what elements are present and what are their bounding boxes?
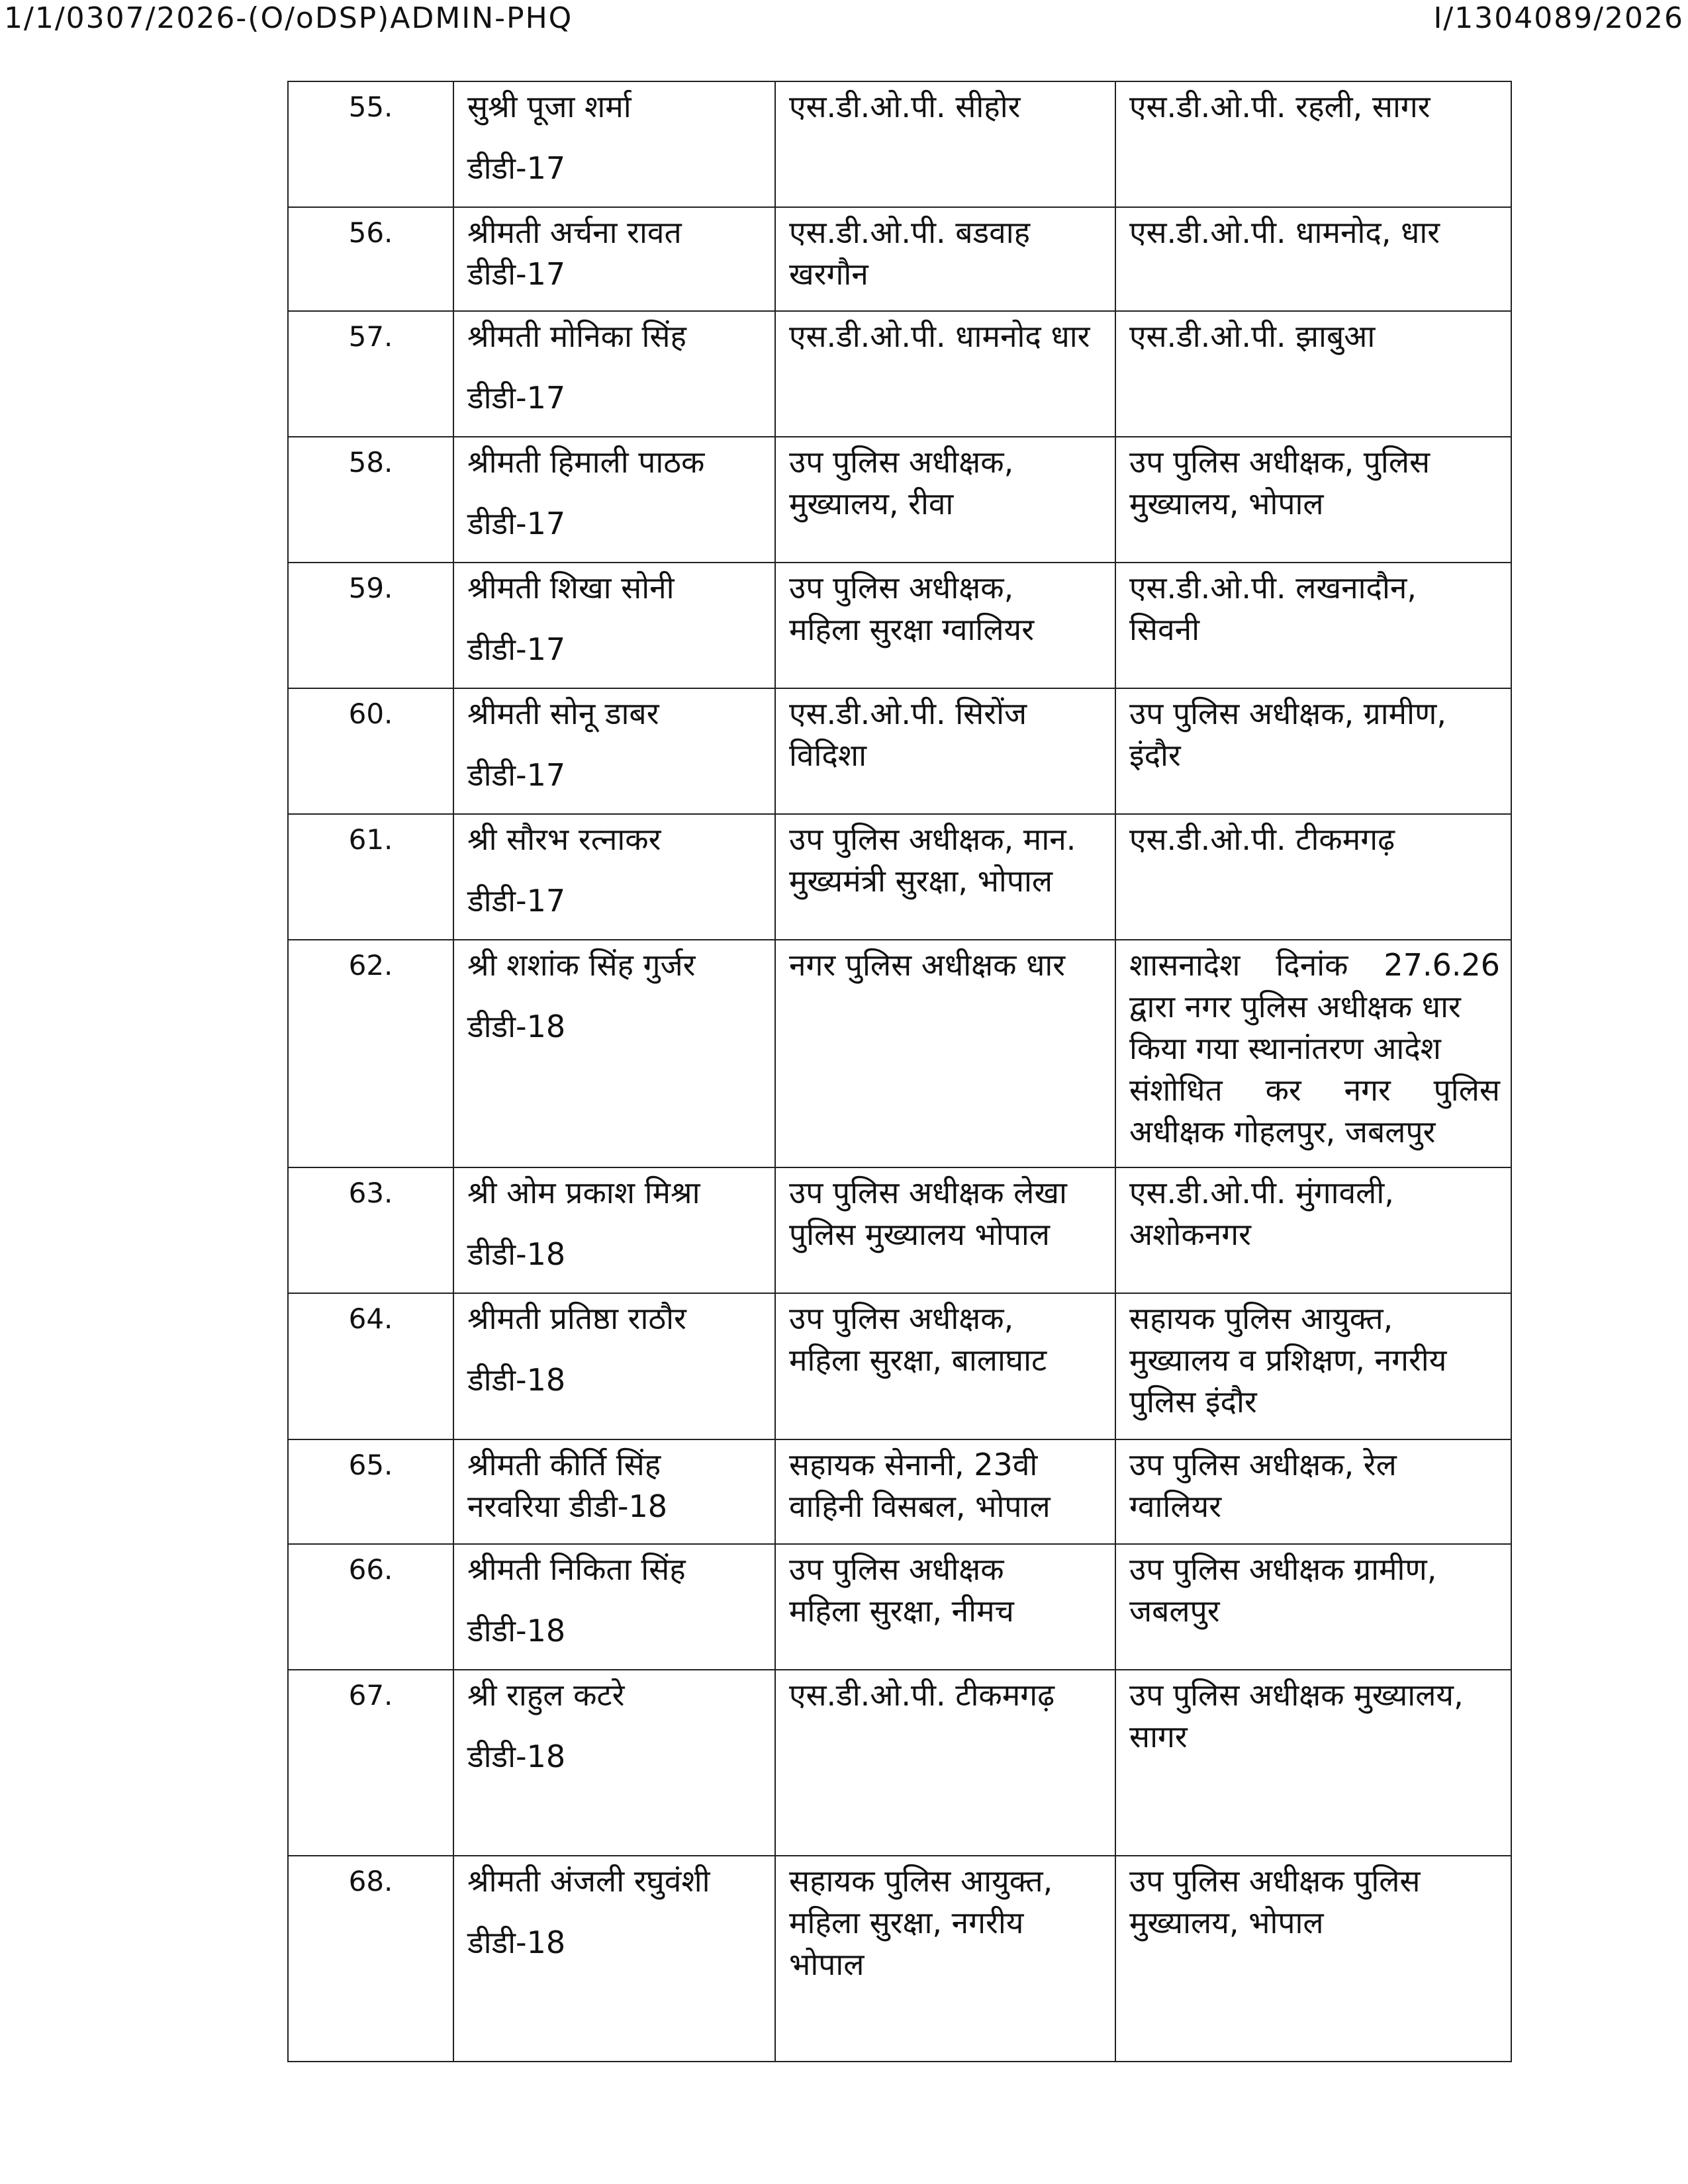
officer-batch: डीडी-17 xyxy=(467,380,566,416)
current-posting-cell xyxy=(775,814,1115,940)
current-posting-line: महिला सुरक्षा, नगरीय xyxy=(789,1905,1024,1940)
current-posting-cell xyxy=(775,311,1115,437)
officer-name: श्रीमती प्रतिष्ठा राठौर xyxy=(467,1300,686,1336)
officer-cell xyxy=(453,563,775,688)
serial-number-cell: 67. xyxy=(288,1670,453,1856)
new-posting-line: उप पुलिस अधीक्षक पुलिस xyxy=(1129,1863,1421,1899)
current-posting-line: महिला सुरक्षा ग्वालियर xyxy=(789,612,1035,647)
table-row xyxy=(288,1293,1511,1439)
current-posting-line: उप पुलिस अधीक्षक, xyxy=(789,570,1014,606)
current-posting-line: उप पुलिस अधीक्षक xyxy=(789,1551,1004,1587)
current-posting-line: सहायक सेनानी, 23वी xyxy=(789,1447,1038,1482)
current-posting-line: वाहिनी विसबल, भोपाल xyxy=(789,1488,1051,1524)
new-posting-line: शासनादेश दिनांक 27.6.26 xyxy=(1129,947,1500,983)
officer-batch: डीडी-18 xyxy=(467,1009,566,1044)
new-posting-line: मुख्यालय व प्रशिक्षण, नगरीय xyxy=(1129,1342,1447,1378)
new-posting-line: एस.डी.ओ.पी. मुंगावली, xyxy=(1129,1175,1394,1210)
serial-number-cell: 61. xyxy=(288,814,453,940)
new-posting-line: सिवनी xyxy=(1129,612,1200,647)
new-posting-line: अधीक्षक गोहलपुर, जबलपुर xyxy=(1129,1114,1436,1150)
table-row xyxy=(288,1167,1511,1293)
current-posting-line: सहायक पुलिस आयुक्त, xyxy=(789,1863,1053,1899)
officer-batch: डीडी-18 xyxy=(467,1362,566,1398)
officer-cell xyxy=(453,81,775,207)
new-posting-line: किया गया स्थानांतरण आदेश xyxy=(1129,1030,1441,1066)
officer-batch: डीडी-18 xyxy=(467,1236,566,1272)
serial-number-cell: 68. xyxy=(288,1856,453,2062)
current-posting-cell xyxy=(775,81,1115,207)
officer-name: श्री ओम प्रकाश मिश्रा xyxy=(467,1175,700,1210)
transfer-table-body xyxy=(288,81,1511,2062)
file-reference-number: 1/1/0307/2026-(O/oDSP)ADMIN-PHQ xyxy=(4,1,573,35)
table-row xyxy=(288,563,1511,688)
table-row xyxy=(288,814,1511,940)
current-posting-cell xyxy=(775,563,1115,688)
table-row xyxy=(288,1544,1511,1670)
officer-name: श्रीमती हिमाली पाठक xyxy=(467,444,705,480)
table-row xyxy=(288,1670,1511,1856)
new-posting-line: एस.डी.ओ.पी. झाबुआ xyxy=(1129,318,1376,354)
current-posting-line: एस.डी.ओ.पी. धामनोद धार xyxy=(789,318,1090,354)
current-posting-line: उप पुलिस अधीक्षक, xyxy=(789,444,1014,480)
serial-number-cell: 63. xyxy=(288,1167,453,1293)
new-posting-line: एस.डी.ओ.पी. लखनादौन, xyxy=(1129,570,1417,606)
new-posting-line: मुख्यालय, भोपाल xyxy=(1129,1905,1324,1940)
table-row xyxy=(288,207,1511,311)
new-posting-line: एस.डी.ओ.पी. रहली, सागर xyxy=(1129,89,1430,124)
current-posting-line: विदिशा xyxy=(789,737,867,773)
transfer-table xyxy=(287,81,1512,2062)
serial-number-cell: 59. xyxy=(288,563,453,688)
officer-cell xyxy=(453,940,775,1167)
officer-batch: डीडी-17 xyxy=(467,256,566,292)
current-posting-cell xyxy=(775,1167,1115,1293)
new-posting-cell xyxy=(1115,311,1511,437)
serial-number-cell: 55. xyxy=(288,81,453,207)
new-posting-cell xyxy=(1115,1856,1511,2062)
officer-batch: नरवरिया डीडी-18 xyxy=(467,1488,668,1524)
new-posting-cell xyxy=(1115,688,1511,814)
new-posting-line: उप पुलिस अधीक्षक ग्रामीण, xyxy=(1129,1551,1437,1587)
officer-cell xyxy=(453,1544,775,1670)
officer-cell xyxy=(453,1670,775,1856)
officer-name: श्रीमती निकिता सिंह xyxy=(467,1551,686,1587)
current-posting-line: मुख्यमंत्री सुरक्षा, भोपाल xyxy=(789,863,1053,899)
officer-cell xyxy=(453,311,775,437)
current-posting-line: एस.डी.ओ.पी. टीकमगढ़ xyxy=(789,1677,1055,1713)
officer-name: श्रीमती शिखा सोनी xyxy=(467,570,675,606)
officer-cell xyxy=(453,814,775,940)
new-posting-line: उप पुलिस अधीक्षक मुख्यालय, xyxy=(1129,1677,1464,1713)
officer-cell xyxy=(453,1439,775,1544)
table-row xyxy=(288,311,1511,437)
table-row xyxy=(288,1439,1511,1544)
serial-number-cell: 65. xyxy=(288,1439,453,1544)
new-posting-cell xyxy=(1115,1544,1511,1670)
current-posting-line: नगर पुलिस अधीक्षक धार xyxy=(789,947,1066,983)
officer-name: श्रीमती सोनू डाबर xyxy=(467,696,659,731)
officer-batch: डीडी-17 xyxy=(467,631,566,667)
officer-batch: डीडी-17 xyxy=(467,506,566,541)
officer-name: श्रीमती अर्चना रावत xyxy=(467,214,682,250)
table-row xyxy=(288,437,1511,563)
table-row xyxy=(288,1856,1511,2062)
new-posting-cell xyxy=(1115,1670,1511,1856)
current-posting-line: एस.डी.ओ.पी. सीहोर xyxy=(789,89,1021,124)
table-row xyxy=(288,940,1511,1167)
current-posting-line: महिला सुरक्षा, नीमच xyxy=(789,1593,1014,1629)
serial-number-cell: 66. xyxy=(288,1544,453,1670)
current-posting-cell xyxy=(775,1544,1115,1670)
new-posting-line: उप पुलिस अधीक्षक, ग्रामीण, xyxy=(1129,696,1446,731)
officer-name: श्रीमती मोनिका सिंह xyxy=(467,318,686,354)
new-posting-cell xyxy=(1115,1439,1511,1544)
new-posting-cell xyxy=(1115,1293,1511,1439)
current-posting-cell xyxy=(775,688,1115,814)
new-posting-cell xyxy=(1115,207,1511,311)
current-posting-cell xyxy=(775,1439,1115,1544)
current-posting-cell xyxy=(775,437,1115,563)
new-posting-line: ग्वालियर xyxy=(1129,1488,1222,1524)
officer-cell xyxy=(453,1856,775,2062)
serial-number-cell: 60. xyxy=(288,688,453,814)
officer-cell xyxy=(453,1293,775,1439)
serial-number-cell: 58. xyxy=(288,437,453,563)
current-posting-line: भोपाल xyxy=(789,1946,865,1982)
table-row xyxy=(288,81,1511,207)
current-posting-cell xyxy=(775,207,1115,311)
new-posting-line: उप पुलिस अधीक्षक, पुलिस xyxy=(1129,444,1430,480)
officer-batch: डीडी-17 xyxy=(467,883,566,919)
new-posting-line: पुलिस इंदौर xyxy=(1129,1384,1257,1420)
new-posting-line: सागर xyxy=(1129,1719,1188,1754)
new-posting-line: इंदौर xyxy=(1129,737,1181,773)
current-posting-line: उप पुलिस अधीक्षक लेखा xyxy=(789,1175,1067,1210)
current-posting-cell xyxy=(775,1856,1115,2062)
officer-name: श्री शशांक सिंह गुर्जर xyxy=(467,947,696,983)
officer-batch: डीडी-17 xyxy=(467,757,566,793)
officer-cell xyxy=(453,437,775,563)
new-posting-line: मुख्यालय, भोपाल xyxy=(1129,486,1324,522)
new-posting-line: सहायक पुलिस आयुक्त, xyxy=(1129,1300,1393,1336)
officer-name: श्री राहुल कटरे xyxy=(467,1677,625,1713)
serial-number-cell: 57. xyxy=(288,311,453,437)
officer-cell xyxy=(453,207,775,311)
new-posting-line: जबलपुर xyxy=(1129,1593,1220,1629)
current-posting-line: एस.डी.ओ.पी. बडवाह xyxy=(789,214,1031,250)
officer-cell xyxy=(453,688,775,814)
current-posting-line: पुलिस मुख्यालय भोपाल xyxy=(789,1216,1050,1252)
officer-batch: डीडी-17 xyxy=(467,150,566,186)
officer-batch: डीडी-18 xyxy=(467,1925,566,1960)
serial-number-cell: 64. xyxy=(288,1293,453,1439)
new-posting-line: द्वारा नगर पुलिस अधीक्षक धार xyxy=(1129,989,1461,1024)
officer-batch: डीडी-18 xyxy=(467,1613,566,1649)
officer-cell xyxy=(453,1167,775,1293)
new-posting-cell xyxy=(1115,814,1511,940)
officer-name: श्रीमती अंजली रघुवंशी xyxy=(467,1863,710,1899)
current-posting-line: मुख्यालय, रीवा xyxy=(789,486,954,522)
issue-reference-number: I/1304089/2026 xyxy=(1433,1,1684,35)
new-posting-line: एस.डी.ओ.पी. धामनोद, धार xyxy=(1129,214,1440,250)
current-posting-line: खरगौन xyxy=(789,256,868,292)
new-posting-cell xyxy=(1115,563,1511,688)
current-posting-line: एस.डी.ओ.पी. सिरोंज xyxy=(789,696,1027,731)
new-posting-cell xyxy=(1115,81,1511,207)
serial-number-cell: 56. xyxy=(288,207,453,311)
new-posting-cell xyxy=(1115,437,1511,563)
new-posting-line: उप पुलिस अधीक्षक, रेल xyxy=(1129,1447,1397,1482)
officer-name: श्रीमती कीर्ति सिंह xyxy=(467,1447,661,1482)
officer-name: श्री सौरभ रत्नाकर xyxy=(467,821,661,857)
current-posting-cell xyxy=(775,940,1115,1167)
current-posting-cell xyxy=(775,1293,1115,1439)
new-posting-line: अशोकनगर xyxy=(1129,1216,1251,1252)
current-posting-line: उप पुलिस अधीक्षक, मान. xyxy=(789,821,1076,857)
officer-name: सुश्री पूजा शर्मा xyxy=(467,89,632,124)
current-posting-line: महिला सुरक्षा, बालाघाट xyxy=(789,1342,1047,1378)
new-posting-line: एस.डी.ओ.पी. टीकमगढ़ xyxy=(1129,821,1395,857)
current-posting-cell xyxy=(775,1670,1115,1856)
new-posting-line: संशोधित कर नगर पुलिस xyxy=(1129,1072,1500,1108)
serial-number-cell: 62. xyxy=(288,940,453,1167)
current-posting-line: उप पुलिस अधीक्षक, xyxy=(789,1300,1014,1336)
new-posting-cell xyxy=(1115,940,1511,1167)
table-row xyxy=(288,688,1511,814)
new-posting-cell xyxy=(1115,1167,1511,1293)
officer-batch: डीडी-18 xyxy=(467,1739,566,1774)
